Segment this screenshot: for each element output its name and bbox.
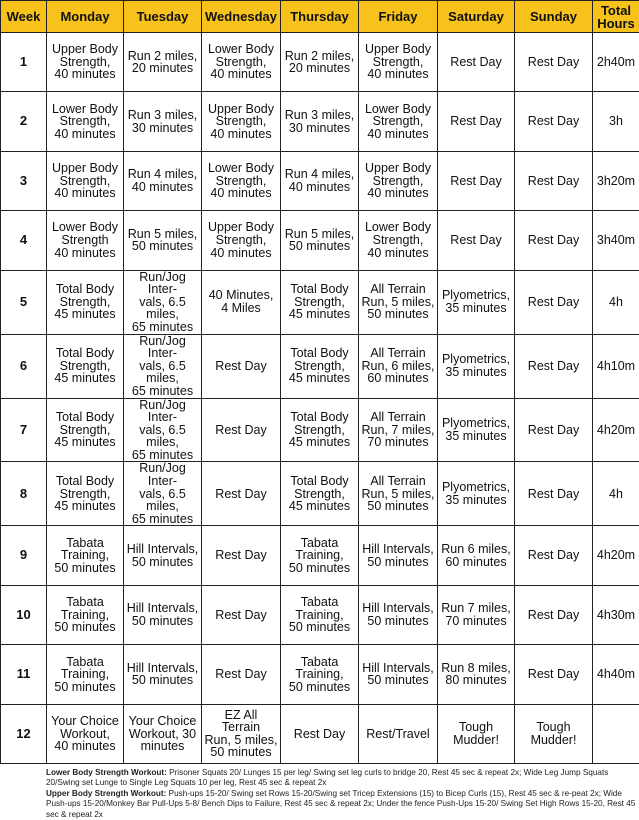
table-cell [281,270,359,334]
table-cell [593,270,639,334]
table-row [1,151,639,210]
table-cell [281,462,359,526]
cell-text: Rest Day [527,114,580,129]
cell-text: Lower Body Strength 40 minutes [51,220,118,260]
cell-text: Hill Intervals, 50 minutes [362,660,434,688]
table-cell [438,526,515,585]
table-cell [47,270,124,334]
cell-text: Run/Jog Inter- vals, 6.5 miles, 65 minutes [131,334,194,398]
cell-text: Rest Day [450,233,502,248]
cell-text: EZ All Terrain Run, 5 miles, 50 minutes [204,707,278,760]
cell-text: 4h30m [596,607,636,622]
cell-text: Lower Body Strength, 40 minutes [364,220,431,260]
cell-text: Run 7 miles, 70 minutes [441,601,511,629]
column-header-label: Wednesday [204,9,277,24]
cell-text: Rest Day [450,54,502,69]
column-header [47,1,124,33]
table-cell [124,462,202,526]
table-cell [47,704,124,763]
table-cell [281,645,359,704]
cell-text: Run 4 miles, 40 minutes [127,167,198,194]
table-cell [438,33,515,92]
workout-notes [46,768,636,820]
table-cell [593,704,639,763]
table-cell [438,334,515,398]
week-number-cell [1,151,47,210]
column-header [281,1,359,33]
week-number: 11 [16,666,31,682]
week-number: 8 [19,485,28,501]
column-header [593,1,639,33]
table-cell [515,211,593,270]
table-cell [359,462,438,526]
cell-text: Total Body Strength, 45 minutes [288,282,351,322]
table-cell [359,585,438,644]
table-cell [359,645,438,704]
cell-text: Rest Day [215,422,267,437]
week-number: 9 [19,547,28,563]
cell-text: Rest Day [527,486,580,501]
lower-body-note [46,768,636,789]
table-cell [359,526,438,585]
table-cell [593,645,639,704]
week-number: 12 [16,725,31,741]
table-cell [593,151,639,210]
cell-text: Upper Body Strength, 40 minutes [364,42,431,82]
table-cell [281,585,359,644]
cell-text: Rest Day [527,54,580,69]
cell-text: Your Choice Workout, 30 minutes [128,713,197,754]
cell-text: 4h [609,294,623,309]
column-header-label: Total Hours [597,2,635,31]
table-cell [124,270,202,334]
table-cell [438,704,515,763]
week-number: 6 [19,357,28,373]
table-cell [202,33,281,92]
cell-text: Tabata Training, 50 minutes [288,595,351,635]
table-cell [202,334,281,398]
table-cell [124,704,202,763]
cell-text: Total Body Strength, 45 minutes [288,410,351,450]
table-cell [515,585,593,644]
table-cell [47,151,124,210]
cell-text: Rest Day [215,486,267,501]
table-cell [515,92,593,151]
column-header-label: Sunday [530,9,577,24]
cell-text: Lower Body Strength, 40 minutes [51,101,118,141]
table-cell [438,270,515,334]
table-cell [202,92,281,151]
table-cell [281,92,359,151]
cell-text: Tabata Training, 50 minutes [54,654,116,694]
table-cell [515,462,593,526]
table-row [1,526,639,585]
cell-text: Upper Body Strength, 40 minutes [364,161,431,201]
column-header [202,1,281,33]
table-row [1,33,639,92]
week-number-cell [1,334,47,398]
table-cell [359,92,438,151]
table-cell [124,151,202,210]
table-cell [47,211,124,270]
table-cell [438,645,515,704]
week-number-cell [1,398,47,462]
table-cell [47,645,124,704]
cell-text: Run 3 miles, 30 minutes [127,107,198,135]
table-cell [124,585,202,644]
table-cell [281,151,359,210]
cell-text: Hill Intervals, 50 minutes [126,601,199,629]
week-number-cell [1,211,47,270]
table-cell [281,704,359,763]
column-header-label: Saturday [448,9,504,24]
cell-text: Rest Day [450,173,502,188]
table-cell [515,151,593,210]
table-cell [593,334,639,398]
cell-text: Rest Day [527,667,580,682]
table-cell [47,92,124,151]
table-cell [202,462,281,526]
table-cell [47,398,124,462]
table-row [1,704,639,763]
table-cell [202,211,281,270]
cell-text: Run 2 miles, 20 minutes [127,48,198,76]
table-cell [359,33,438,92]
cell-text: Rest Day [215,667,267,682]
note-title: Upper Body Strength Workout: [46,788,167,798]
table-row [1,462,639,526]
column-header [124,1,202,33]
week-number-cell [1,92,47,151]
table-cell [438,585,515,644]
cell-text: Total Body Strength, 45 minutes [54,346,116,386]
table-cell [124,645,202,704]
cell-text: Run/Jog Inter- vals, 6.5 miles, 65 minutes [131,270,194,334]
column-header-label: Thursday [290,9,349,24]
cell-text: Upper Body Strength, 40 minutes [51,161,118,201]
table-cell [47,33,124,92]
table-cell [281,33,359,92]
cell-text: All Terrain Run, 5 miles, 50 minutes [361,282,435,322]
cell-text: 40 Minutes, 4 Miles [208,288,274,316]
table-cell [593,526,639,585]
note-text: Push-ups 15-20/ Swing set Rows 15-20/Swing set Tricep Extensions (15) to Bicep Curls (15), Rest 45 sec & re-peat 2x; Wide Push-ups 15-20/Monkey Bar Pull-Ups 5-8/ Bench Dips to Failure, Rest 45 sec & repeat 2x; Under the fence Push-Ups 15-20/ Swing Set High Rows 15-20, Rest 45 sec & repeat 2x [46,788,636,819]
week-number: 5 [19,293,28,309]
cell-text: Upper Body Strength, 40 minutes [207,101,274,141]
table-cell [281,398,359,462]
cell-text: Lower Body Strength, 40 minutes [364,101,431,141]
table-cell [438,151,515,210]
column-header [438,1,515,33]
cell-text: 4h40m [596,667,636,682]
cell-text: Tough Mudder! [530,720,577,747]
cell-text: Tough Mudder! [453,720,499,747]
cell-text: Run 5 miles, 50 minutes [284,226,355,254]
cell-text: Rest/Travel [366,726,430,741]
table-cell [281,334,359,398]
table-cell [593,92,639,151]
cell-text: Total Body Strength, 45 minutes [288,474,351,514]
note-title: Lower Body Strength Workout: [46,768,167,777]
table-row [1,211,639,270]
week-number-cell [1,645,47,704]
cell-text: Run 8 miles, 80 minutes [441,660,511,688]
table-cell [438,211,515,270]
table-cell [359,211,438,270]
table-cell [124,92,202,151]
cell-text: Run 5 miles, 50 minutes [127,226,198,254]
week-number: 3 [19,172,28,188]
cell-text: Rest Day [527,358,580,373]
week-number: 1 [19,53,28,69]
cell-text: Plyometrics, 35 minutes [441,416,511,443]
table-cell [438,398,515,462]
cell-text: 3h [609,114,623,129]
week-number-cell [1,585,47,644]
table-cell [202,704,281,763]
table-cell [515,526,593,585]
cell-text: Run 4 miles, 40 minutes [284,167,355,194]
cell-text: Plyometrics, 35 minutes [441,352,511,380]
table-cell [124,334,202,398]
cell-text: Upper Body Strength, 40 minutes [207,220,274,260]
week-number: 2 [19,113,28,129]
table-cell [124,526,202,585]
table-cell [593,462,639,526]
cell-text: Rest Day [527,233,580,248]
table-cell [438,462,515,526]
cell-text: Run 3 miles, 30 minutes [284,107,355,135]
upper-body-note [46,789,636,820]
table-cell [593,211,639,270]
cell-text: Rest Day [215,548,267,563]
column-header [359,1,438,33]
cell-text: 4h20m [596,422,636,437]
cell-text: Run 2 miles, 20 minutes [284,48,355,76]
table-cell [593,33,639,92]
cell-text: Rest Day [293,726,346,741]
cell-text: 3h20m [596,173,636,188]
cell-text: 2h40m [596,54,636,69]
table-cell [124,33,202,92]
cell-text: Rest Day [450,114,502,129]
cell-text: Tabata Training, 50 minutes [288,535,351,575]
table-row [1,398,639,462]
table-cell [359,398,438,462]
table-cell [359,704,438,763]
week-number-cell [1,704,47,763]
cell-text: Rest Day [527,422,580,437]
cell-text: Tabata Training, 50 minutes [288,654,351,694]
cell-text: All Terrain Run, 6 miles, 60 minutes [361,346,435,386]
table-cell [202,526,281,585]
week-number-cell [1,526,47,585]
cell-text: Rest Day [215,358,267,373]
table-row [1,270,639,334]
cell-text: Rest Day [527,548,580,563]
cell-text: 4h10m [596,358,636,373]
table-cell [593,398,639,462]
cell-text: 4h [609,486,623,501]
table-cell [515,704,593,763]
cell-text: Plyometrics, 35 minutes [441,288,511,316]
table-cell [359,270,438,334]
table-cell [202,270,281,334]
cell-text: Tabata Training, 50 minutes [54,535,116,575]
table-cell [47,526,124,585]
table-cell [515,270,593,334]
table-row [1,585,639,644]
cell-text: All Terrain Run, 7 miles, 70 minutes [361,410,435,450]
table-cell [202,585,281,644]
column-header [515,1,593,33]
cell-text: Run 6 miles, 60 minutes [441,542,511,569]
week-number: 7 [19,421,28,437]
table-cell [515,334,593,398]
cell-text: Total Body Strength, 45 minutes [54,410,116,450]
table-row [1,645,639,704]
table-cell [47,585,124,644]
cell-text: Hill Intervals, 50 minutes [126,542,199,569]
note-text: Prisoner Squats 20/ Lunges 15 per leg/ Swing set leg curls to bridge 20, Rest 45 sec & repeat 2x; Wide Leg Jump Squats 20/Swing set Lunge to Single Leg Squats 10 per leg, Rest 45 sec & repeat 2x [46,768,609,788]
cell-text: Total Body Strength, 45 minutes [54,282,116,322]
cell-text: Total Body Strength, 45 minutes [54,474,116,514]
table-cell [202,645,281,704]
cell-text: Rest Day [527,294,580,309]
table-row [1,92,639,151]
week-number: 10 [16,606,31,622]
table-cell [124,211,202,270]
table-cell [202,151,281,210]
table-cell [124,398,202,462]
cell-text: Rest Day [527,173,580,188]
table-cell [47,462,124,526]
table-cell [515,398,593,462]
column-header-label: Week [6,9,41,24]
cell-text: Upper Body Strength, 40 minutes [51,42,118,82]
table-cell [438,92,515,151]
cell-text: Plyometrics, 35 minutes [441,480,511,507]
table-cell [202,398,281,462]
cell-text: Run/Jog Inter- vals, 6.5 miles, 65 minutes [131,461,194,526]
cell-text: Total Body Strength, 45 minutes [288,346,351,386]
cell-text: Rest Day [527,607,580,622]
week-number: 4 [19,232,28,248]
week-number-cell [1,33,47,92]
cell-text: All Terrain Run, 5 miles, 50 minutes [361,474,435,514]
header-row [1,1,639,33]
cell-text: Lower Body Strength, 40 minutes [207,161,274,201]
table-cell [47,334,124,398]
cell-text: Lower Body Strength, 40 minutes [207,42,274,82]
week-number-cell [1,270,47,334]
column-header-label: Tuesday [136,9,189,24]
column-header-label: Monday [60,9,110,24]
table-body [1,33,639,764]
cell-text: Hill Intervals, 50 minutes [126,660,199,688]
table-cell [359,334,438,398]
table-cell [281,526,359,585]
cell-text: Run/Jog Inter- vals, 6.5 miles, 65 minutes [131,398,194,462]
table-cell [593,585,639,644]
table-row [1,334,639,398]
column-header-label: Friday [378,9,418,24]
table-cell [359,151,438,210]
cell-text: Your Choice Workout, 40 minutes [51,713,119,754]
cell-text: Tabata Training, 50 minutes [54,595,116,635]
table-cell [281,211,359,270]
cell-text: Rest Day [215,607,267,622]
cell-text: Hill Intervals, 50 minutes [362,601,434,629]
week-number-cell [1,462,47,526]
cell-text: Hill Intervals, 50 minutes [362,542,434,569]
column-header [1,1,47,33]
cell-text: 4h20m [596,548,636,563]
cell-text: 3h40m [596,233,636,248]
table-cell [515,645,593,704]
table-cell [515,33,593,92]
